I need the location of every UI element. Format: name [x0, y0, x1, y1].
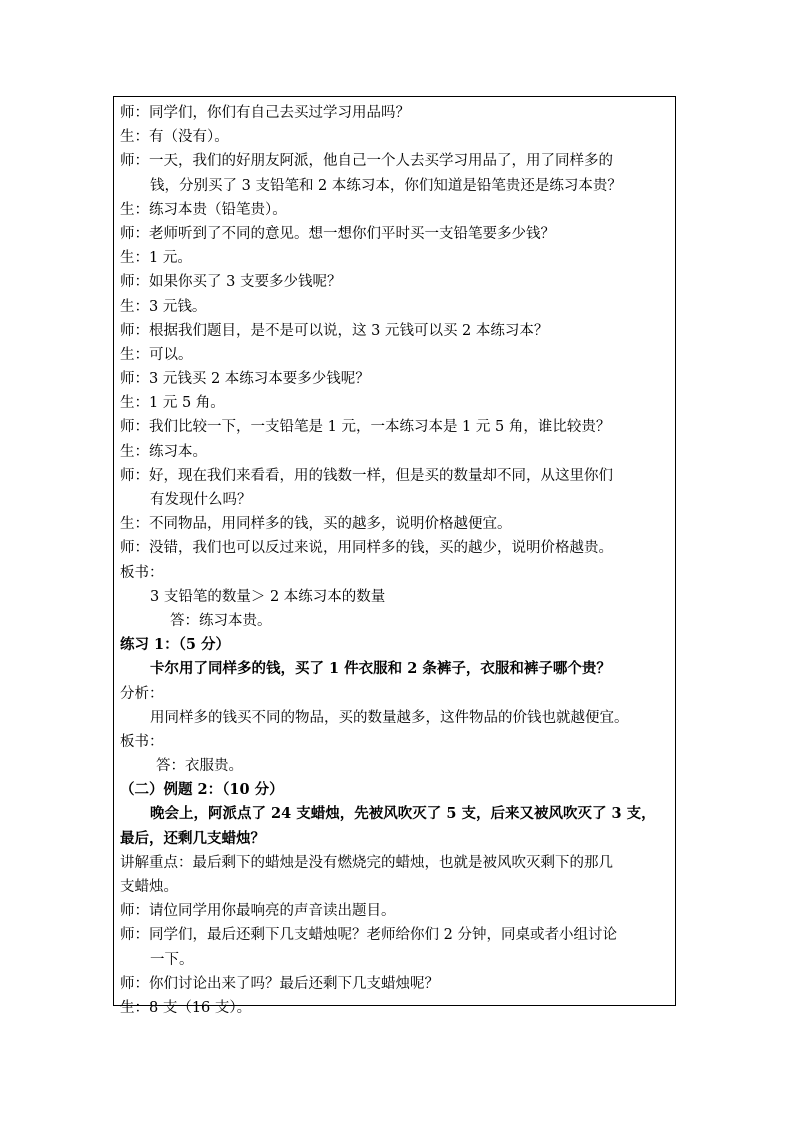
text-line: 师：同学们，最后还剩下几支蜡烛呢？老师给你们 2 分钟，同桌或者小组讨论 — [120, 927, 617, 944]
text-line: 支蜡烛。 — [120, 879, 178, 895]
text-line: 生：有（没有）。 — [120, 129, 229, 146]
text-line: 生：3 元钱。 — [120, 298, 207, 315]
text-line: 分析： — [120, 685, 164, 702]
document-table-cell — [113, 96, 676, 1016]
text-line: 最后，还剩几支蜡烛？ — [120, 829, 265, 847]
text-line: 3 支铅笔的数量＞ 2 本练习本的数量 — [150, 588, 386, 605]
text-line: 讲解重点：最后剩下的蜡烛是没有燃烧完的蜡烛，也就是被风吹灭剩下的那几 — [120, 854, 613, 871]
text-line: 师：一天，我们的好朋友阿派，他自己一个人去买学习用品了，用了同样多的 — [120, 153, 613, 170]
text-line: 师：老师听到了不同的意见。想一想你们平时买一支铅笔要多少钱？ — [120, 225, 555, 242]
text-line: 有发现什么吗？ — [150, 492, 252, 508]
text-line: 板书： — [120, 564, 164, 581]
text-line: （二）例题 2：（10 分） — [120, 781, 284, 799]
text-line: 一下。 — [150, 951, 194, 968]
text-line: 生：8 支（16 支）。 — [120, 999, 252, 1016]
text-line: 答：衣服贵。 — [156, 758, 243, 775]
text-line: 生：练习本。 — [120, 443, 207, 460]
text-line: 板书： — [120, 733, 164, 750]
text-line: 生：不同物品，用同样多的钱，买的越多，说明价格越便宜。 — [120, 516, 512, 533]
text-line: 师：同学们，你们有自己去买过学习用品吗？ — [120, 105, 410, 121]
text-line: 师：好，现在我们来看看，用的钱数一样，但是买的数量却不同，从这里你们 — [120, 467, 613, 484]
text-line: 师：如果你买了 3 支要多少钱呢？ — [120, 274, 342, 291]
text-line: 晚会上，阿派点了 24 支蜡烛，先被风吹灭了 5 支，后来又被风吹灭了 3 支， — [150, 805, 656, 823]
text-line: 师：根据我们题目，是不是可以说，这 3 元钱可以买 2 本练习本？ — [120, 322, 549, 339]
text-line: 师：3 元钱买 2 本练习本要多少钱呢？ — [120, 371, 370, 388]
text-line: 用同样多的钱买不同的物品，买的数量越多，这件物品的价钱也就越便宜。 — [150, 709, 629, 726]
text-line: 卡尔用了同样多的钱，买了 1 件衣服和 2 条裤子，衣服和裤子哪个贵？ — [150, 660, 611, 678]
text-line: 师：你们讨论出来了吗？最后还剩下几支蜡烛呢？ — [120, 975, 439, 992]
text-line: 生：1 元 5 角。 — [120, 395, 225, 412]
text-line: 师：我们比较一下，一支铅笔是 1 元，一本练习本是 1 元 5 角，谁比较贵？ — [120, 419, 611, 436]
text-line: 生：1 元。 — [120, 250, 192, 267]
text-line: 师：请位同学用你最响亮的声音读出题目。 — [120, 903, 396, 920]
text-line: 生：练习本贵（铅笔贵）。 — [120, 201, 287, 218]
text-line: 师：没错，我们也可以反过来说，用同样多的钱，买的越少，说明价格越贵。 — [120, 540, 613, 557]
text-line: 生：可以。 — [120, 346, 193, 363]
text-line: 钱，分别买了 3 支铅笔和 2 本练习本，你们知道是铅笔贵还是练习本贵？ — [150, 177, 622, 194]
text-line: 练习 1：（5 分） — [120, 636, 231, 654]
text-line: 答：练习本贵。 — [170, 612, 272, 629]
